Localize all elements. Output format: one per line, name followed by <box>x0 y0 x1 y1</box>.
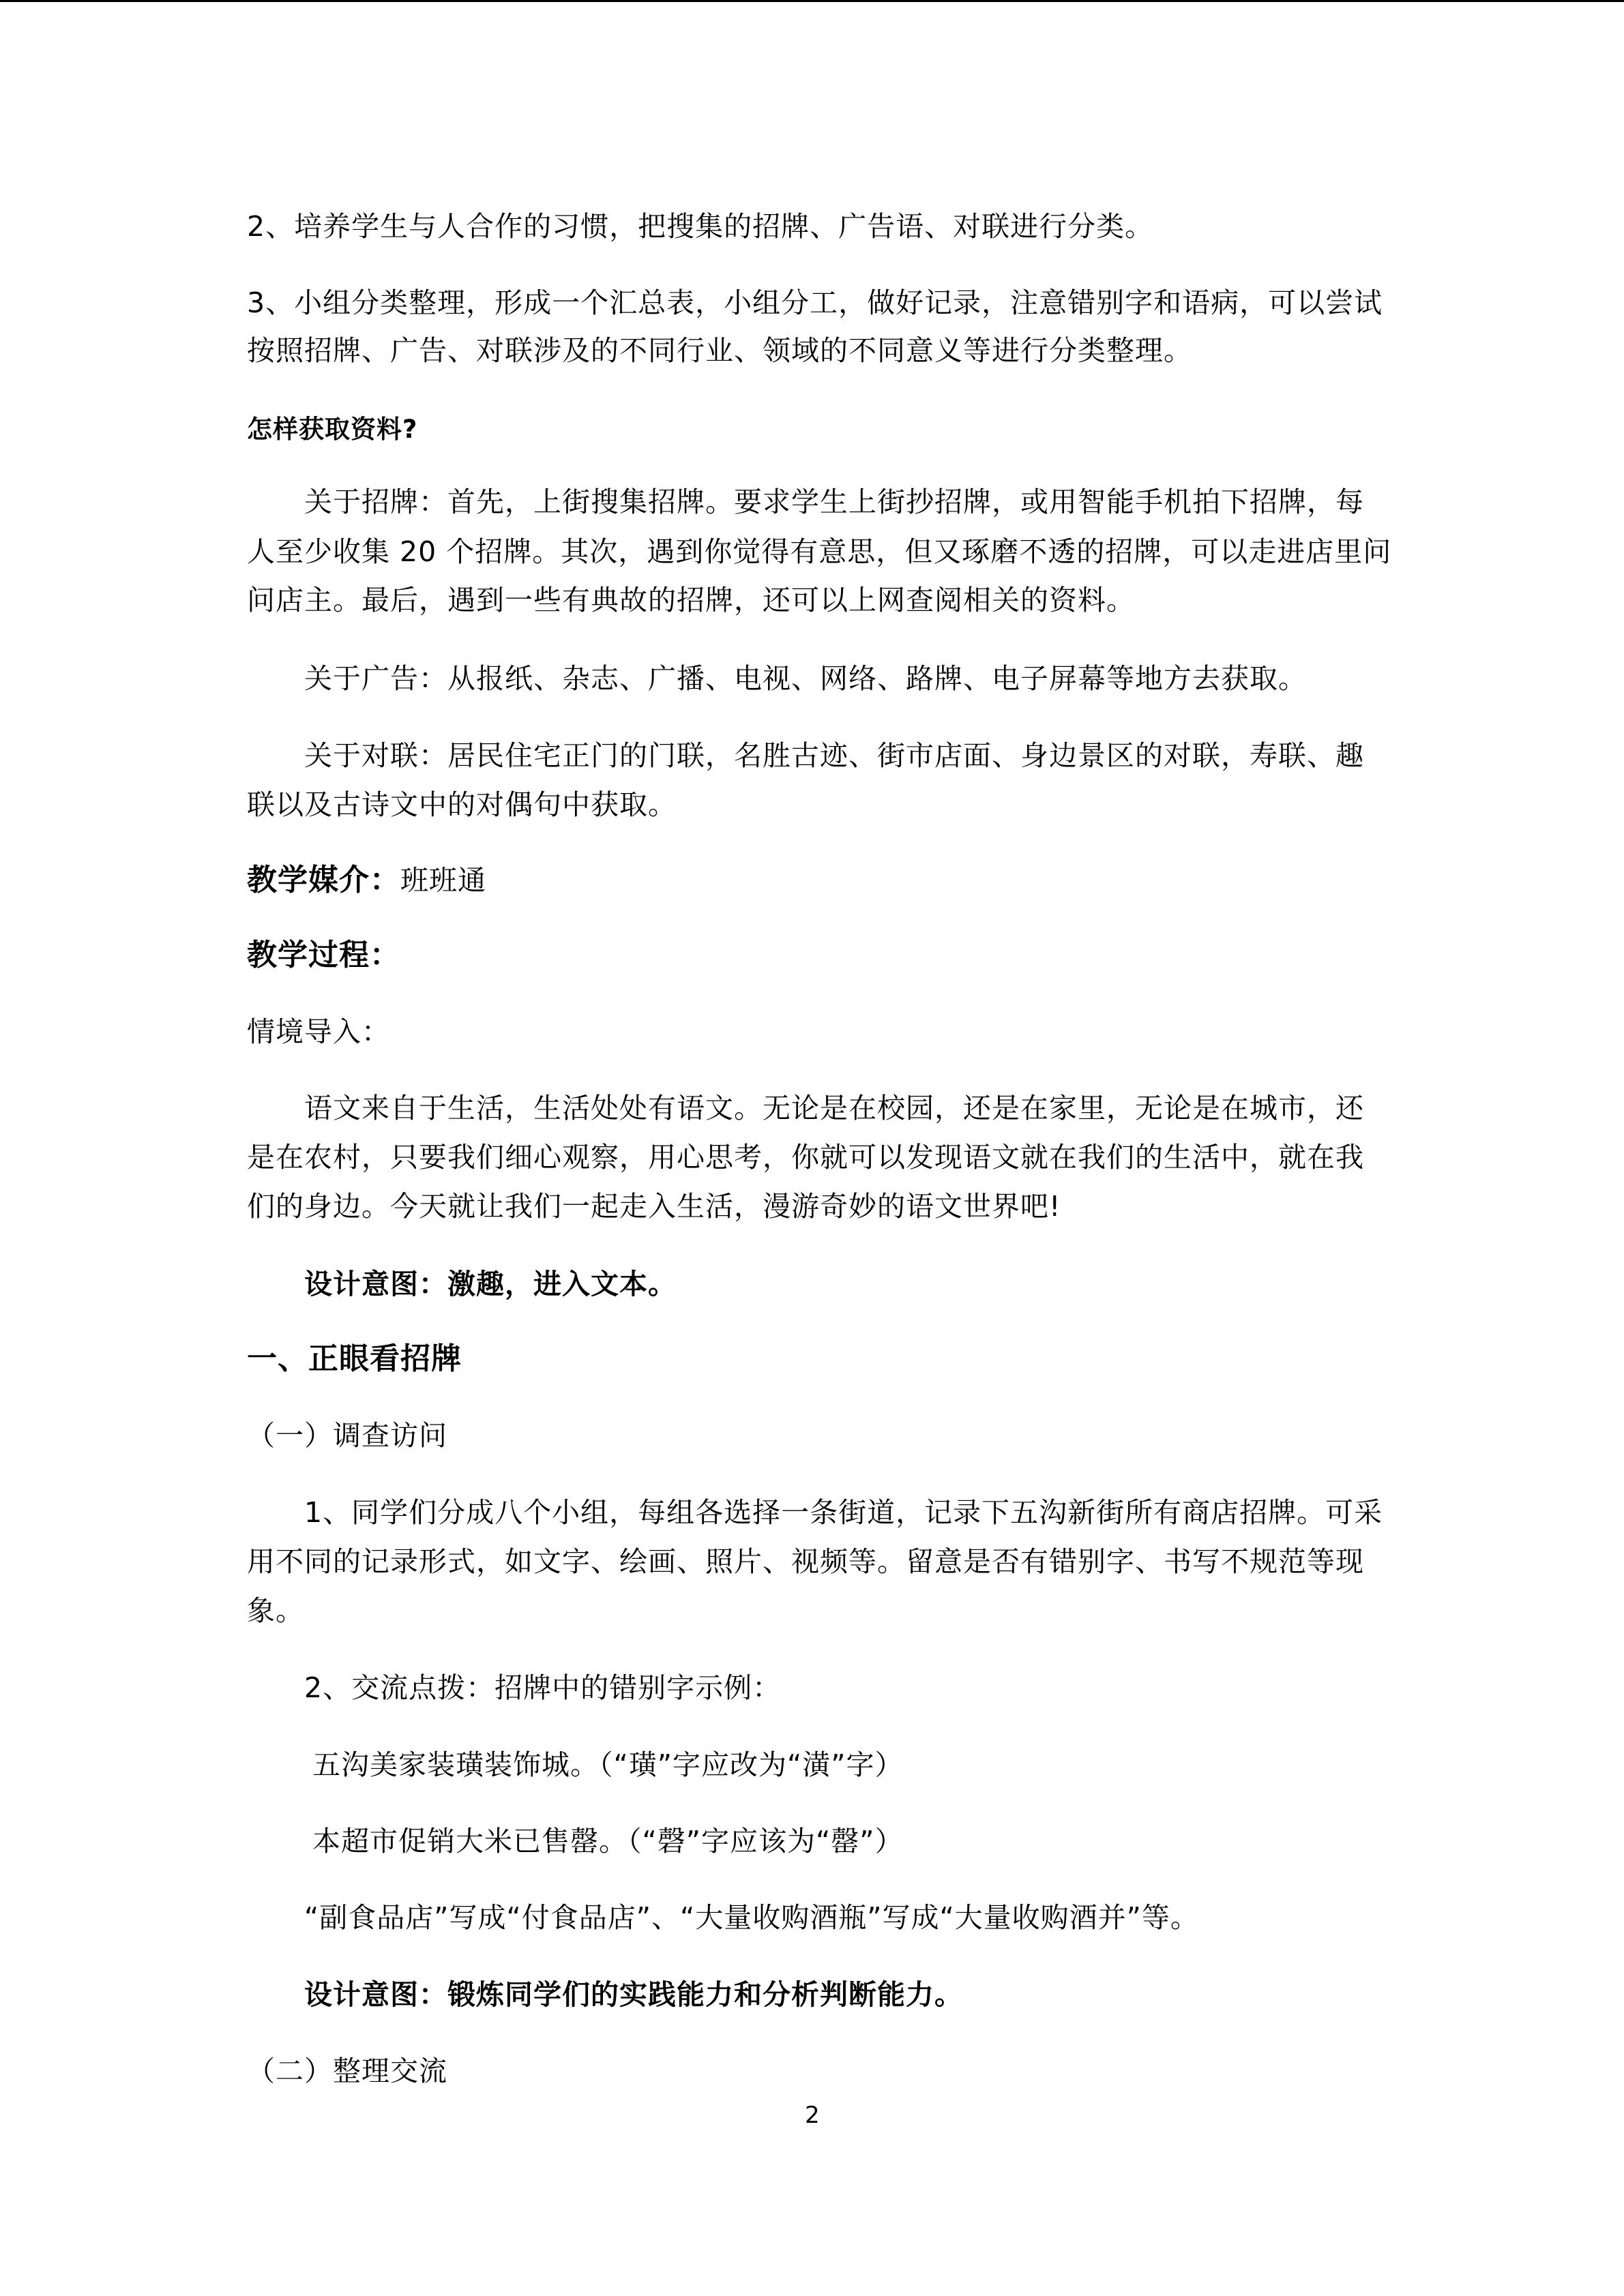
intro-item-2: 2、培养学生与人合作的习惯，把搜集的招牌、广告语、对联进行分类。 <box>247 210 1154 243</box>
intro-item-3-line-2: 按照招牌、广告、对联涉及的不同行业、领域的不同意义等进行分类整理。 <box>247 334 1192 367</box>
survey-item-1-line-3: 象。 <box>247 1594 304 1627</box>
media-line <box>247 863 486 897</box>
typo-example-3: “副食品店”写成“付食品店”、“大量收购酒瓶”写成“大量收购酒并”等。 <box>304 1901 1199 1934</box>
design-intent-1: 设计意图：激趣，进入文本。 <box>304 1268 677 1300</box>
intro-item-3-line-1: 3、小组分类整理，形成一个汇总表，小组分工，做好记录，注意错别字和语病，可以尝试 <box>247 286 1383 319</box>
survey-item-1-line-1: 1、同学们分成八个小组，每组各选择一条街道，记录下五沟新街所有商店招牌。可采 <box>304 1496 1383 1529</box>
signs-paragraph-line-2: 人至少收集 20 个招牌。其次，遇到你觉得有意思，但又琢磨不透的招牌，可以走进店里问 <box>247 535 1392 568</box>
typo-example-2: 本超市促销大米已售罄。（“磬”字应该为“罄”） <box>312 1825 904 1858</box>
ads-paragraph: 关于广告：从报纸、杂志、广播、电视、网络、路牌、电子屏幕等地方去获取。 <box>304 662 1307 695</box>
signs-paragraph-line-1: 关于招牌：首先，上街搜集招牌。要求学生上街抄招牌，或用智能手机拍下招牌，每 <box>304 486 1364 518</box>
media-label: 教学媒介： <box>247 863 400 897</box>
process-heading: 教学过程： <box>247 938 400 972</box>
situation-intro-line-3: 们的身边。今天就让我们一起走入生活，漫游奇妙的语文世界吧! <box>247 1190 1061 1223</box>
media-value: 班班通 <box>400 864 486 897</box>
survey-item-1-line-2: 用不同的记录形式，如文字、绘画、照片、视频等。留意是否有错别字、书写不规范等现 <box>247 1545 1364 1578</box>
section-one-sub-one: （一）调查访问 <box>247 1419 447 1452</box>
situation-intro-line-2: 是在农村，只要我们细心观察，用心思考，你就可以发现语文就在我们的生活中，就在我 <box>247 1141 1364 1174</box>
section-one-sub-two: （二）整理交流 <box>247 2055 447 2087</box>
signs-paragraph-line-3: 问店主。最后，遇到一些有典故的招牌，还可以上网查阅相关的资料。 <box>247 584 1135 616</box>
couplets-paragraph-line-2: 联以及古诗文中的对偶句中获取。 <box>247 788 677 821</box>
design-intent-2: 设计意图：锻炼同学们的实践能力和分析判断能力。 <box>304 1978 963 2011</box>
document-page <box>247 0 1392 2296</box>
situation-intro-line-1: 语文来自于生活，生活处处有语文。无论是在校园，还是在家里，无论是在城市，还 <box>304 1092 1364 1124</box>
typo-example-1: 五沟美家装璜装饰城。（“璜”字应改为“潢”字） <box>312 1748 904 1781</box>
situation-intro-label: 情境导入： <box>247 1015 390 1048</box>
couplets-paragraph-line-1: 关于对联：居民住宅正门的门联，名胜古迹、街市店面、身边景区的对联，寿联、趣 <box>304 739 1364 772</box>
survey-item-2: 2、交流点拨：招牌中的错别字示例： <box>304 1671 782 1704</box>
section-one-heading: 一、正眼看招牌 <box>247 1341 462 1376</box>
how-to-get-heading: 怎样获取资料? <box>247 415 418 444</box>
page-number: 2 <box>805 2102 820 2129</box>
